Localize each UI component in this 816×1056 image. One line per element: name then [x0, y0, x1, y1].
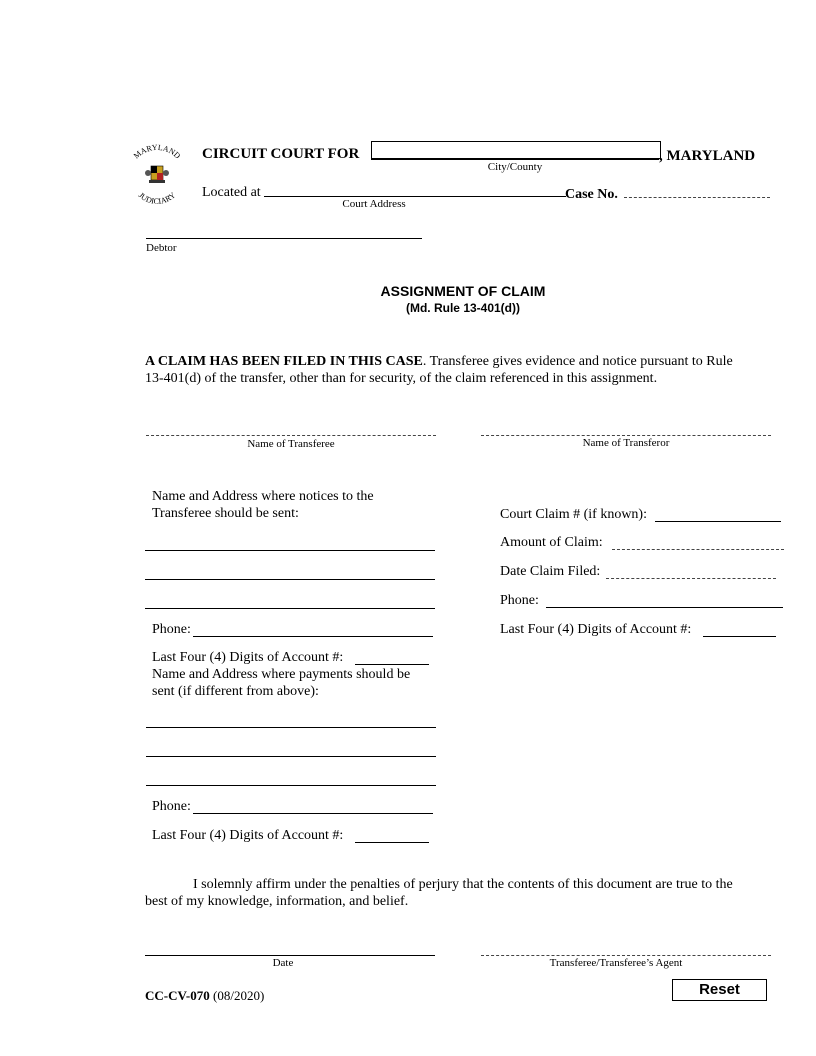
- court-claim-label: Court Claim # (if known):: [500, 507, 647, 522]
- seal-bottom-text: JUDICIARY: [136, 190, 178, 206]
- case-no-input[interactable]: [624, 181, 770, 198]
- claim-phone-input[interactable]: [546, 591, 783, 608]
- court-address-input[interactable]: [264, 180, 566, 197]
- payments-phone-input[interactable]: [193, 797, 433, 814]
- city-county-caption: City/County: [487, 161, 543, 173]
- payments-heading-1: Name and Address where payments should be: [152, 667, 411, 682]
- date-filed-label: Date Claim Filed:: [500, 564, 601, 579]
- payments-address-line-1[interactable]: [146, 711, 436, 728]
- payments-address-line-2[interactable]: [146, 740, 436, 757]
- transferee-caption: Name of Transferee: [247, 438, 335, 450]
- reset-button[interactable]: Reset: [672, 979, 767, 1001]
- claim-last-four-label: Last Four (4) Digits of Account #:: [500, 622, 692, 637]
- court-prefix: CIRCUIT COURT FOR: [202, 146, 360, 162]
- agent-caption: Transferee/Transferee’s Agent: [549, 957, 683, 969]
- court-suffix: , MARYLAND: [659, 148, 756, 164]
- claim-phone-label: Phone:: [500, 593, 539, 608]
- notices-phone-input[interactable]: [193, 620, 433, 637]
- form-id-line: [145, 988, 264, 1004]
- amount-input[interactable]: [612, 533, 784, 550]
- payments-address-line-3[interactable]: [146, 769, 436, 786]
- notices-last-four-input[interactable]: [355, 648, 429, 665]
- notices-address-line-3[interactable]: [145, 592, 435, 609]
- city-county-input[interactable]: [371, 141, 661, 159]
- notices-last-four-label: Last Four (4) Digits of Account #:: [152, 650, 344, 665]
- notices-address-line-2[interactable]: [145, 563, 435, 580]
- transferor-caption: Name of Transferor: [582, 437, 670, 449]
- city-county-underline: [371, 159, 659, 160]
- date-caption: Date: [272, 957, 294, 969]
- affirmation-line-2: best of my knowledge, information, and belief.: [145, 894, 409, 909]
- claim-last-four-input[interactable]: [703, 620, 776, 637]
- date-input[interactable]: [145, 939, 435, 956]
- form-id: CC-CV-070: [145, 988, 210, 1003]
- seal-top-text: MARYLAND: [131, 143, 183, 161]
- transferee-name-input[interactable]: [146, 419, 436, 436]
- located-at-label: Located at: [202, 185, 261, 200]
- intro-rest: . Transferee gives evidence and notice pursuant to Rule: [422, 354, 733, 369]
- notices-heading-1: Name and Address where notices to the: [152, 489, 374, 504]
- payments-heading-2: sent (if different from above):: [152, 684, 319, 699]
- case-no-label: Case No.: [565, 187, 618, 202]
- debtor-input[interactable]: [146, 222, 422, 239]
- payments-last-four-label: Last Four (4) Digits of Account #:: [152, 828, 344, 843]
- intro-line-2: 13-401(d) of the transfer, other than for security, of the claim referenced in this assignment.: [145, 371, 658, 386]
- payments-last-four-input[interactable]: [355, 826, 429, 843]
- maryland-judiciary-seal: [118, 143, 196, 211]
- affirmation-line-1: I solemnly affirm under the penalties of perjury that the contents of this document are true to the: [193, 877, 733, 892]
- svg-text:JUDICIARY: [137, 190, 178, 206]
- court-claim-input[interactable]: [655, 505, 781, 522]
- amount-label: Amount of Claim:: [500, 535, 603, 550]
- agent-signature-input[interactable]: [481, 939, 771, 956]
- notices-heading-2: Transferee should be sent:: [152, 506, 299, 521]
- notices-phone-label: Phone:: [152, 622, 191, 637]
- court-address-caption: Court Address: [342, 198, 406, 210]
- form-rule: (Md. Rule 13-401(d)): [405, 301, 520, 315]
- form-revision: (08/2020): [213, 988, 265, 1003]
- notices-address-line-1[interactable]: [145, 534, 435, 551]
- debtor-caption: Debtor: [146, 242, 177, 254]
- intro-bold: A CLAIM HAS BEEN FILED IN THIS CASE: [145, 354, 423, 369]
- payments-phone-label: Phone:: [152, 799, 191, 814]
- transferor-name-input[interactable]: [481, 419, 771, 436]
- form-title: ASSIGNMENT OF CLAIM: [380, 283, 546, 299]
- intro-line-1: [145, 354, 733, 370]
- date-filed-input[interactable]: [606, 562, 776, 579]
- svg-text:MARYLAND: [132, 143, 182, 161]
